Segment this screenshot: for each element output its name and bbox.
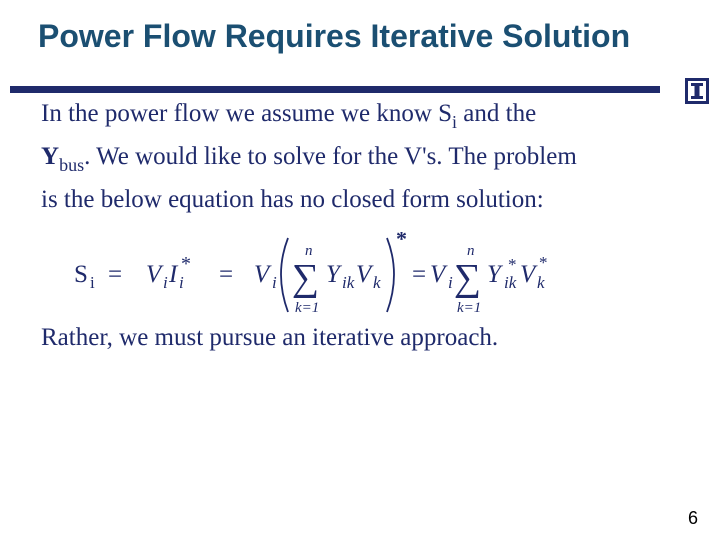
- body-line-1: [41, 100, 537, 132]
- eq-y1-sub: ik: [342, 273, 355, 292]
- body-line-2: [41, 143, 577, 175]
- body-line-4: Rather, we must pursue an iterative approach.: [41, 324, 499, 351]
- body-line-1-text: In the power flow we assume we know S: [41, 100, 453, 127]
- eq-i-star: *: [181, 253, 191, 275]
- eq-vk1-sub: k: [373, 273, 381, 292]
- eq-left-paren: [281, 238, 288, 312]
- body-line-1-tail: and the: [457, 100, 537, 127]
- eq-y2-sub: ik: [504, 273, 517, 292]
- eq-k-1: k=1: [295, 300, 320, 316]
- body-line-2-text: . We would like to solve for the V's. The problem: [84, 143, 577, 170]
- eq-sigma-1: ∑: [292, 257, 320, 299]
- eq-vk2-sub: k: [537, 273, 545, 292]
- power-flow-equation: [74, 232, 594, 318]
- eq-v3: V: [430, 261, 446, 288]
- ybus-symbol: Y: [41, 143, 60, 170]
- eq-y2: Y: [487, 261, 501, 288]
- eq-equals-1: =: [108, 261, 123, 288]
- eq-k-2: k=1: [457, 300, 482, 316]
- eq-vk2-star: *: [539, 253, 548, 272]
- eq-v2: V: [254, 261, 270, 288]
- eq-v3-sub: i: [448, 273, 453, 292]
- eq-v1: V: [146, 261, 162, 288]
- eq-sigma-2: ∑: [454, 257, 482, 299]
- eq-v2-sub: i: [272, 273, 277, 292]
- page-number: 6: [688, 508, 699, 528]
- eq-n-1: n: [305, 243, 313, 259]
- eq-equals-2: =: [219, 261, 234, 288]
- eq-i: I: [169, 261, 178, 288]
- university-block-i-icon: [685, 78, 709, 104]
- eq-y1: Y: [326, 261, 340, 288]
- eq-n-2: n: [467, 243, 475, 259]
- eq-paren-star: *: [396, 232, 407, 251]
- eq-vk2: V: [520, 261, 536, 288]
- body-line-1-subscript: i: [452, 112, 458, 132]
- eq-right-paren: [387, 238, 394, 312]
- ybus-subscript: bus: [59, 155, 85, 175]
- body-line-3: is the below equation has no closed form solution:: [41, 186, 544, 213]
- eq-y2-star: *: [508, 255, 517, 274]
- eq-equals-3: =: [412, 261, 427, 288]
- eq-i-sub: i: [179, 273, 184, 292]
- eq-v1-sub: i: [163, 273, 168, 292]
- eq-s-sub: i: [90, 273, 95, 292]
- eq-s: S: [74, 261, 88, 288]
- title-rule: [10, 86, 660, 93]
- eq-vk1: V: [356, 261, 372, 288]
- slide-title: Power Flow Requires Iterative Solution: [38, 18, 631, 54]
